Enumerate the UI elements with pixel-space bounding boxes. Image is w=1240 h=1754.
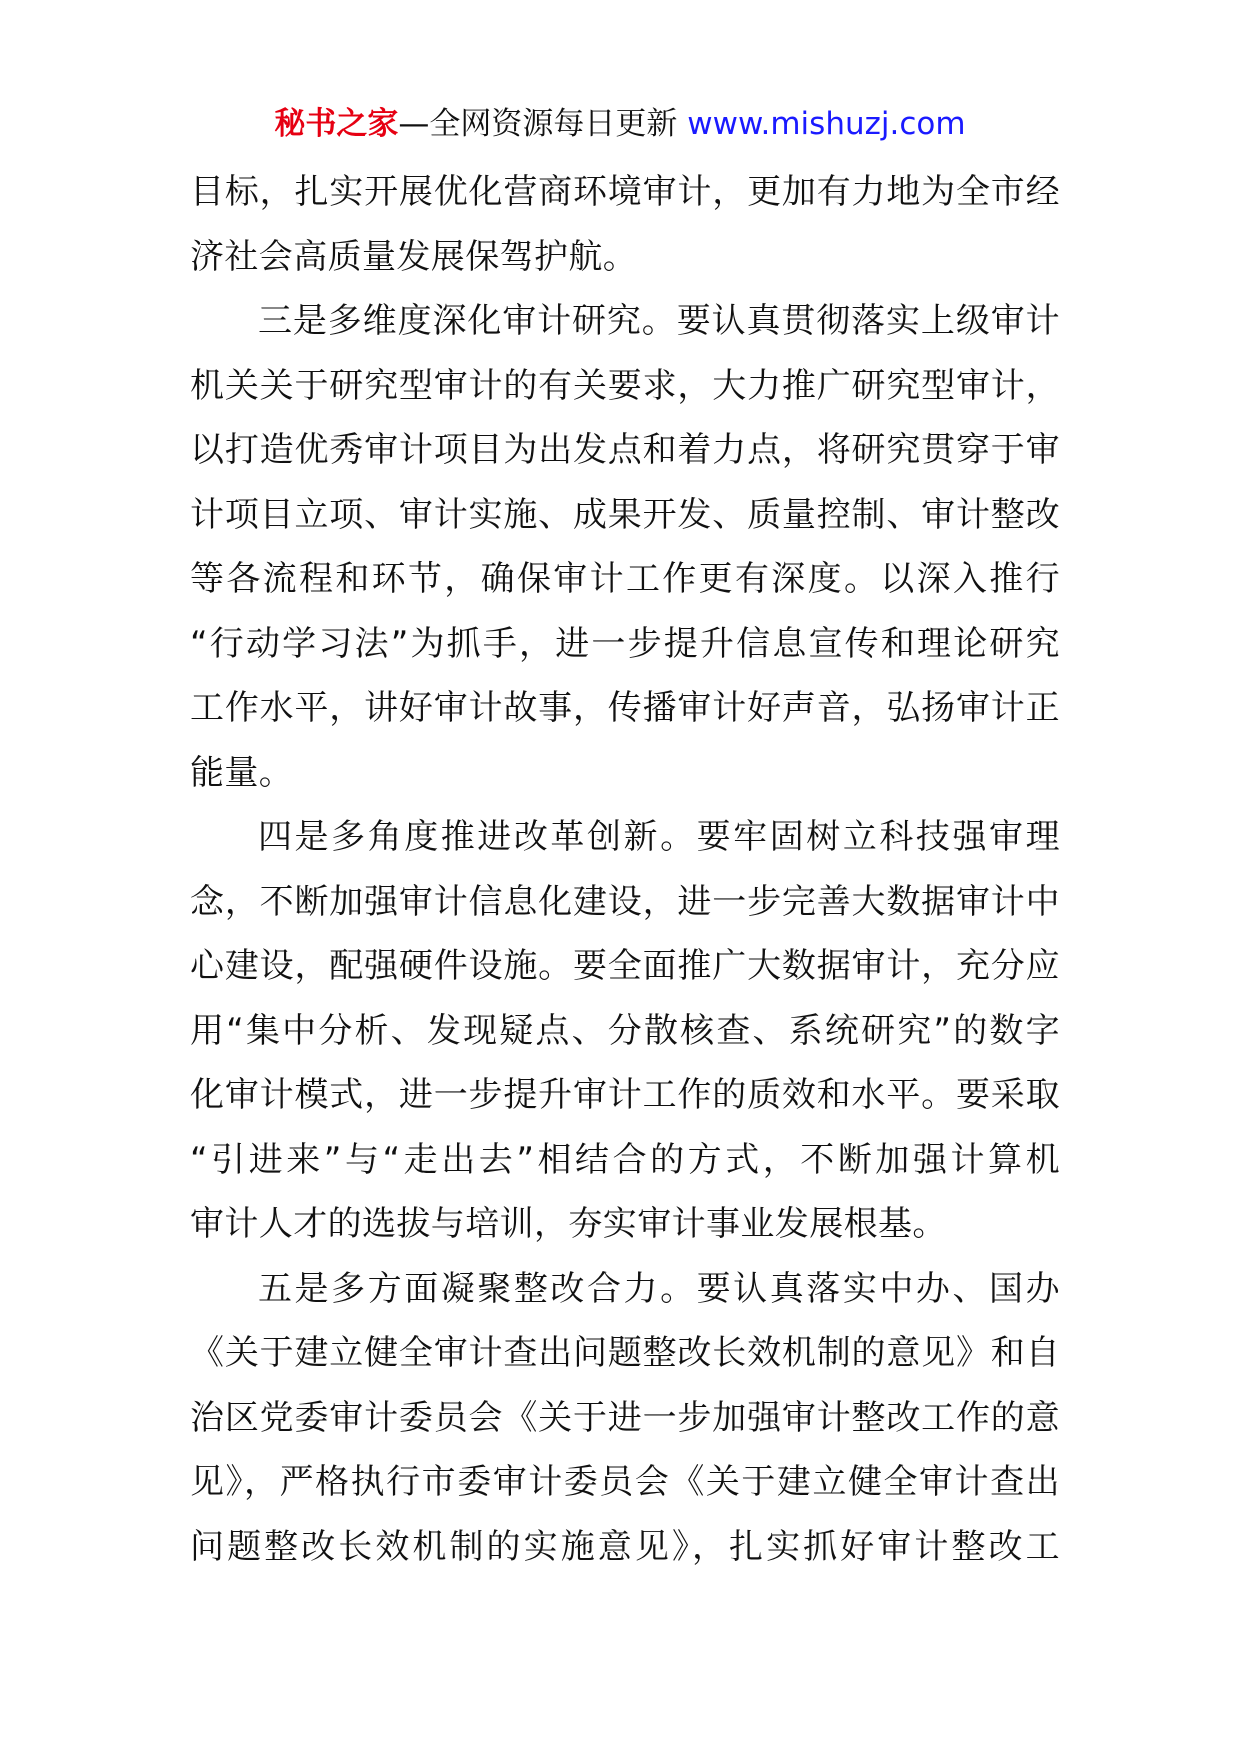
text-line: “引进来”与“走出去”相结合的方式，不断加强计算机 xyxy=(190,1139,1060,1180)
text-line: 用“集中分析、发现疑点、分散核查、系统研究”的数字 xyxy=(190,1010,1060,1051)
text-line: 《关于建立健全审计查出问题整改长效机制的意见》和自 xyxy=(190,1333,1060,1373)
text-line: 三是多维度深化审计研究。要认真贯彻落实上级审计 xyxy=(258,301,1060,341)
text-line: 济社会高质量发展保驾护航。 xyxy=(190,236,638,277)
site-brand: 秘书之家 xyxy=(274,106,399,142)
text-line: 以打造优秀审计项目为出发点和着力点，将研究贯穿于审 xyxy=(190,430,1060,470)
text-line: 问题整改长效机制的实施意见》，扎实抓好审计整改工 xyxy=(190,1526,1060,1567)
text-line: 化审计模式，进一步提升审计工作的质效和水平。要采取 xyxy=(190,1075,1060,1115)
text-line: 审计人才的选拔与培训，夯实审计事业发展根基。 xyxy=(190,1204,947,1244)
text-line: 见》，严格执行市委审计委员会《关于建立健全审计查出 xyxy=(190,1462,1060,1502)
text-line: 能量。 xyxy=(190,752,294,793)
text-line: 计项目立项、审计实施、成果开发、质量控制、审计整改 xyxy=(190,494,1060,535)
text-line: 工作水平，讲好审计故事，传播审计好声音，弘扬审计正 xyxy=(190,688,1060,728)
text-line: 等各流程和环节，确保审计工作更有深度。以深入推行 xyxy=(190,559,1060,599)
text-line: 机关关于研究型审计的有关要求，大力推广研究型审计， xyxy=(190,365,1060,406)
text-line: 心建设，配强硬件设施。要全面推广大数据审计，充分应 xyxy=(190,946,1060,986)
text-line: 念，不断加强审计信息化建设，进一步完善大数据审计中 xyxy=(190,881,1060,922)
text-line: “行动学习法”为抓手，进一步提升信息宣传和理论研究 xyxy=(190,623,1060,664)
text-line: 治区党委审计委员会《关于进一步加强审计整改工作的意 xyxy=(190,1397,1060,1438)
document-body xyxy=(190,160,1060,1579)
text-line: 五是多方面凝聚整改合力。要认真落实中办、国办 xyxy=(258,1268,1060,1309)
site-url-link[interactable]: www.mishuzj.com xyxy=(687,106,966,142)
text-line: 四是多角度推进改革创新。要牢固树立科技强审理 xyxy=(258,817,1060,857)
text-line: 目标，扎实开展优化营商环境审计，更加有力地为全市经 xyxy=(190,172,1060,212)
site-header xyxy=(0,100,1240,148)
site-tagline: —全网资源每日更新 xyxy=(398,106,688,142)
